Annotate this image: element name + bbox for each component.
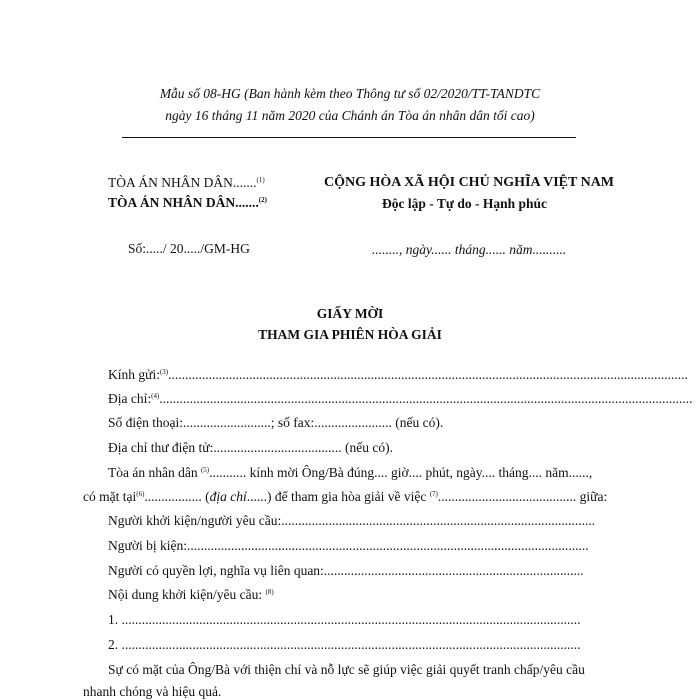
address-label: Địa chỉ:	[108, 391, 152, 406]
court-name-1-text: TÒA ÁN NHÂN DÂN.......	[108, 175, 257, 190]
footnote-1: (1)	[256, 176, 265, 184]
header-divider	[122, 137, 576, 138]
invitation-line2	[83, 489, 618, 505]
recipient-dots: ..........................................................................................................................................................	[168, 367, 688, 382]
court-name-1	[108, 175, 265, 191]
republic-name: CỘNG HÒA XÃ HỘI CHỦ NGHĨA VIỆT NAM	[324, 175, 615, 190]
related-party-field: Người có quyền lợi, nghĩa vụ liên quan:.............................................................................	[108, 563, 584, 578]
footnote-3: (3)	[159, 368, 169, 376]
present-address-italic: địa chỉ	[209, 489, 247, 504]
date-line: ........, ngày...... tháng...... năm..........	[372, 242, 567, 257]
present-text-part4: ......................................... giữa:	[437, 489, 608, 504]
recipient-label: Kính gửi:	[108, 367, 160, 382]
defendant-field: Người bị kiện:.......................................................................................................................	[108, 538, 589, 553]
closing-line1: Sự có mặt của Ông/Bà với thiện chí và nỗ lực sẽ giúp việc giải quyết tranh chấp/yêu cầu	[108, 662, 585, 677]
document-number: Số:...../ 20...../GM-HG	[128, 241, 250, 256]
court-name-2-text: TÒA ÁN NHÂN DÂN.......	[108, 195, 259, 210]
footnote-6: (6)	[136, 490, 145, 498]
footnote-2: (2)	[258, 196, 267, 204]
document-subtitle: THAM GIA PHIÊN HÒA GIẢI	[258, 327, 442, 342]
invitation-line1	[108, 465, 618, 481]
email-field: Địa chỉ thư điện tử:...................................... (nếu có).	[108, 440, 393, 455]
closing-line2: nhanh chóng và hiệu quả.	[83, 684, 222, 699]
address-dots: ..............................................................................................................................................................	[159, 391, 693, 406]
footnote-4: (4)	[151, 392, 160, 400]
court-name-2	[108, 195, 267, 211]
claim-item-2: 2. ........................................................................................................................................	[108, 637, 581, 652]
document-title: GIẤY MỜI	[316, 306, 384, 321]
claim-item-1: 1. ........................................................................................................................................	[108, 612, 581, 627]
footnote-8: (8)	[265, 588, 274, 596]
plaintiff-field: Người khởi kiện/người yêu cầu:.............................................................................................	[108, 513, 596, 528]
present-text-part3: ......) để tham gia hòa giải về việc	[246, 489, 430, 504]
present-text-part1: có mặt tại	[83, 489, 137, 504]
address-field	[108, 391, 693, 407]
claim-content-label	[108, 587, 274, 603]
footnote-7: (7)	[429, 490, 438, 498]
form-reference-line2: ngày 16 tháng 11 năm 2020 của Chánh án Tòa án nhân dân tối cao)	[165, 108, 535, 123]
phone-fax-field: Số điện thoại:..........................; số fax:....................... (nếu có).	[108, 415, 444, 430]
footnote-5: (5)	[200, 466, 210, 474]
recipient-field	[108, 367, 688, 383]
republic-motto: Độc lập - Tự do - Hạnh phúc	[382, 196, 548, 211]
invite-text-part1: Tòa án nhân dân	[108, 465, 201, 480]
present-text-part2: ................. (	[144, 489, 210, 504]
claim-content-text: Nội dung khởi kiện/yêu cầu:	[108, 587, 266, 602]
form-reference-line1: Mẫu số 08-HG (Ban hành kèm theo Thông tư số 02/2020/TT-TANDTC	[159, 86, 541, 101]
invite-text-part2: ........... kính mời Ông/Bà đúng.... giờ.... phút, ngày.... tháng.... năm......,	[209, 465, 593, 480]
